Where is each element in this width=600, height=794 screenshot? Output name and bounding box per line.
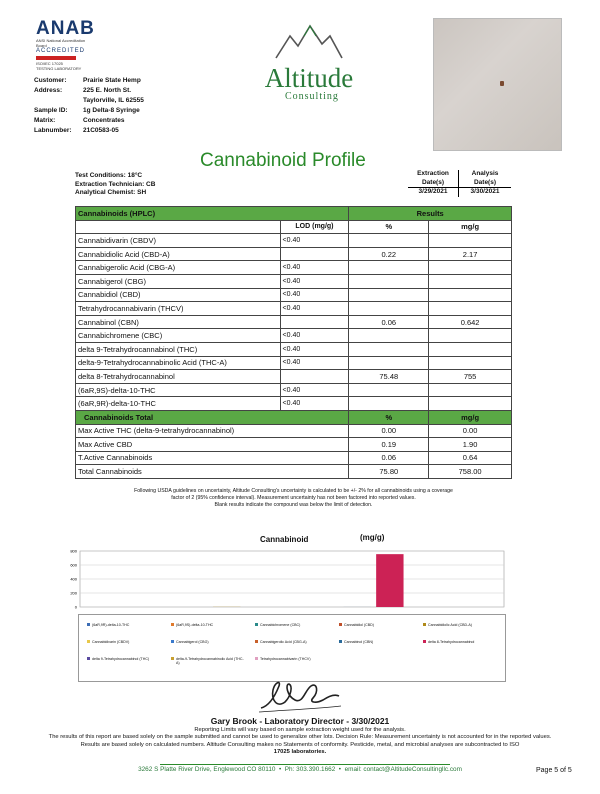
table-row — [76, 247, 512, 261]
cannabinoid-mg — [429, 356, 512, 370]
client-value: Taylorville, IL 62555 — [83, 97, 144, 104]
chart-unit: (mg/g) — [360, 533, 385, 542]
client-info — [34, 76, 144, 136]
cannabinoid-name: Cannabigerolic Acid (CBG-A) — [76, 261, 281, 275]
anab-logo — [36, 20, 96, 71]
cannabinoid-mg — [429, 397, 512, 411]
extraction-date: 3/29/2021 — [408, 188, 459, 197]
cannabinoid-lod: <0.40 — [280, 397, 349, 411]
table-row — [76, 315, 512, 329]
cannabinoid-mg — [429, 274, 512, 288]
cannabinoid-name: Cannabidiol (CBD) — [76, 288, 281, 302]
legend-item — [87, 640, 162, 644]
client-row — [34, 116, 144, 126]
legend-swatch — [171, 657, 174, 660]
anab-board: ANSI National Accreditation Board — [36, 38, 86, 48]
cannabinoid-name: delta 8-Tetrahydrocannabinol — [76, 370, 281, 384]
cannabinoid-pct: 0.06 — [349, 315, 429, 329]
total-mg: 1.90 — [429, 438, 512, 452]
legend-label: Cannabidivarin (CBDV) — [92, 640, 130, 644]
client-value: Concentrates — [83, 117, 125, 124]
cannabinoid-pct — [349, 234, 429, 248]
col-header-pct: % — [349, 220, 429, 234]
total-mg: 0.00 — [429, 424, 512, 438]
footer-note-line: The results of this report are based solely on the sample submitted and cannot be used to generalize other lots. Decision Rule: Measurement uncertainty is not accounted for in the reported values. — [48, 734, 552, 741]
cannabinoid-lod: <0.40 — [280, 274, 349, 288]
cannabinoid-mg — [429, 288, 512, 302]
signer-line: Gary Brook - Laboratory Director - 3/30/2021 — [210, 716, 390, 726]
cannabinoid-chart — [56, 545, 526, 611]
legend-swatch — [339, 623, 342, 626]
legend-item — [171, 640, 246, 644]
director-signature — [255, 676, 345, 716]
table-header-label: Cannabinoids (HPLC) — [76, 207, 349, 221]
cannabinoid-lod — [280, 247, 349, 261]
cannabinoid-name: delta-9-Tetrahydrocannabinolic Acid (THC-A) — [76, 356, 281, 370]
client-label — [34, 96, 83, 106]
totals-row — [76, 451, 512, 465]
table-row — [76, 288, 512, 302]
client-label: Customer: — [34, 77, 67, 84]
table-row — [76, 274, 512, 288]
footer-note-line: Results are based solely on calculated numbers. Altitude Consulting makes no Statements of conformity. Pesticide, metal, and microbial analyses are subcontracted to ISO — [80, 741, 520, 748]
legend-item — [255, 640, 330, 644]
legend-item — [171, 657, 246, 665]
cannabinoid-mg: 755 — [429, 370, 512, 384]
totals-row — [76, 465, 512, 479]
anab-logo-text: ANAB — [36, 18, 95, 39]
anab-lab: TESTING LABORATORY — [36, 66, 82, 71]
legend-label: delta-9-Tetrahydrocannabinolic Acid (THC-A) — [176, 657, 244, 665]
legend-label: Cannabinol (CBN) — [344, 640, 374, 644]
cannabinoid-lod: <0.40 — [280, 329, 349, 343]
mountain-icon — [274, 22, 344, 60]
client-row — [34, 96, 144, 106]
legend-label: Cannabidiolic Acid (CBD-A) — [428, 623, 472, 627]
cannabinoid-mg — [429, 383, 512, 397]
analysis-header: Analysis — [459, 170, 512, 179]
footer-rule — [160, 764, 450, 765]
footer-note-line: 17025 laboratories. — [273, 748, 327, 755]
extraction-header: Extraction — [417, 170, 449, 177]
legend-item — [87, 657, 162, 661]
total-pct: 0.00 — [349, 424, 429, 438]
cannabinoid-name: (6aR,9R)-delta-10-THC — [76, 397, 281, 411]
legend-swatch — [423, 623, 426, 626]
cannabinoid-lod: <0.40 — [280, 342, 349, 356]
cannabinoid-mg: 0.642 — [429, 315, 512, 329]
table-row — [76, 261, 512, 275]
cannabinoid-name: Cannabidivarin (CBDV) — [76, 234, 281, 248]
cannabinoid-mg — [429, 329, 512, 343]
cannabinoid-pct: 0.22 — [349, 247, 429, 261]
cannabinoid-pct — [349, 342, 429, 356]
results-table — [75, 206, 512, 479]
anab-standard: ISO/IEC 17025 — [36, 61, 63, 66]
chart-legend — [78, 614, 506, 682]
legend-swatch — [87, 623, 90, 626]
cannabinoid-name: Tetrahydrocannabivarin (THCV) — [76, 302, 281, 316]
table-header-results: Results — [349, 207, 512, 221]
y-tick-label: 800 — [70, 548, 77, 554]
analysis-date: 3/30/2021 — [459, 188, 512, 197]
table-row — [76, 383, 512, 397]
cannabinoid-mg — [429, 342, 512, 356]
y-tick-label: 200 — [70, 590, 77, 596]
totals-header — [76, 410, 512, 424]
footer-note-line: Reporting Limits will vary based on sample extraction weight used for the analysis. — [194, 727, 406, 733]
legend-label: Cannabigerol (CBG) — [176, 640, 209, 644]
cannabinoid-pct — [349, 274, 429, 288]
client-value: 225 E. North St. — [83, 87, 132, 94]
note-line: factor of 2 (95% confidence interval). Measurement uncertainty has not been factored into reported values. — [171, 495, 416, 501]
legend-swatch — [255, 640, 258, 643]
page-title: Cannabinoid Profile — [200, 150, 366, 171]
legend-item — [171, 623, 246, 627]
client-label: Labnumber: — [34, 127, 72, 134]
legend-label: Cannabidiol (CBD) — [344, 623, 374, 627]
totals-header-pct: % — [349, 410, 429, 424]
totals-row — [76, 424, 512, 438]
table-row — [76, 397, 512, 411]
analysis-header-sub: Date(s) — [459, 179, 512, 188]
dates-table — [408, 170, 511, 197]
altitude-logo — [245, 22, 373, 102]
client-row — [34, 106, 144, 116]
cannabinoid-lod: <0.40 — [280, 383, 349, 397]
total-name: Max Active CBD — [76, 438, 349, 452]
cannabinoid-pct — [349, 302, 429, 316]
cannabinoid-lod: <0.40 — [280, 288, 349, 302]
cannabinoid-name: delta 9-Tetrahydrocannabinol (THC) — [76, 342, 281, 356]
legend-item — [255, 657, 330, 661]
cannabinoid-lod: <0.40 — [280, 356, 349, 370]
cannabinoid-pct — [349, 397, 429, 411]
table-row — [76, 370, 512, 384]
total-mg: 758.00 — [429, 465, 512, 479]
legend-swatch — [87, 640, 90, 643]
legend-label: delta 8-Tetrahydrocannabinol — [428, 640, 475, 644]
logo-sub: Consulting — [285, 91, 339, 102]
total-name: Total Cannabinoids — [76, 465, 349, 479]
bar-10 — [376, 554, 403, 607]
legend-item — [423, 623, 498, 627]
table-row — [76, 234, 512, 248]
total-pct: 0.06 — [349, 451, 429, 465]
footer-notes — [30, 727, 570, 756]
legend-item — [255, 623, 330, 627]
col-header-mg: mg/g — [429, 220, 512, 234]
y-tick-label: 0 — [74, 604, 77, 610]
legend-label: Cannabigerolic Acid (CBG-A) — [260, 640, 307, 644]
total-name: Max Active THC (delta-9-tetrahydrocannabinol) — [76, 424, 349, 438]
legend-label: (6aR,9S)-delta-10-THC — [176, 623, 214, 627]
legend-item — [339, 640, 414, 644]
client-label: Address: — [34, 87, 63, 94]
footer-phone: Ph: 303.390.1662 — [284, 766, 336, 773]
legend-swatch — [255, 657, 258, 660]
uncertainty-note — [75, 488, 512, 509]
legend-swatch — [87, 657, 90, 660]
cannabinoid-pct — [349, 356, 429, 370]
col-header-empty — [76, 220, 281, 234]
cannabinoid-name: Cannabinol (CBN) — [76, 315, 281, 329]
page-number: Page 5 of 5 — [536, 767, 572, 774]
cannabinoid-lod — [280, 315, 349, 329]
totals-header-mg: mg/g — [429, 410, 512, 424]
table-row — [76, 356, 512, 370]
cannabinoid-lod: <0.40 — [280, 261, 349, 275]
client-value: 21C0583-05 — [83, 127, 119, 134]
cannabinoid-mg: 2.17 — [429, 247, 512, 261]
totals-header-label: Cannabinoids Total — [76, 410, 349, 424]
sample-photo — [433, 18, 562, 151]
totals-row — [76, 438, 512, 452]
legend-label: delta 9-Tetrahydrocannabinol (THC) — [92, 657, 150, 661]
client-label: Matrix: — [34, 117, 56, 124]
legend-swatch — [171, 640, 174, 643]
client-value: 1g Delta-8 Syringe — [83, 107, 140, 114]
col-header-lod: LOD (mg/g) — [280, 220, 349, 234]
note-line: Blank results indicate the compound was below the limit of detection. — [214, 502, 373, 508]
cannabinoid-mg — [429, 302, 512, 316]
table-row — [76, 302, 512, 316]
client-row — [34, 86, 144, 96]
total-pct: 0.19 — [349, 438, 429, 452]
cannabinoid-name: Cannabidiolic Acid (CBD-A) — [76, 247, 281, 261]
total-mg: 0.64 — [429, 451, 512, 465]
extraction-header-sub: Date(s) — [421, 178, 445, 186]
y-tick-label: 600 — [70, 562, 77, 568]
legend-label: Tetrahydrocannabivarin (THCV) — [260, 657, 311, 661]
legend-item — [87, 623, 162, 627]
sample-spot — [500, 81, 504, 86]
cannabinoid-pct — [349, 329, 429, 343]
note-line: Following USDA guidelines on uncertainty, Altitude Consulting's uncertainty is calculated to be +/- 2% for all cannabinoids using a coverage — [134, 488, 453, 494]
logo-name: Altitude — [264, 63, 354, 93]
cannabinoid-lod — [280, 370, 349, 384]
total-name: T.Active Cannabinoids — [76, 451, 349, 465]
legend-item — [339, 623, 414, 627]
table-row — [76, 329, 512, 343]
cannabinoid-name: (6aR,9S)-delta-10-THC — [76, 383, 281, 397]
test-conditions — [75, 172, 155, 198]
condition-temp: Test Conditions: 18°C — [75, 172, 143, 179]
condition-chemist: Analytical Chemist: SH — [75, 189, 147, 196]
legend-swatch — [423, 640, 426, 643]
total-pct: 75.80 — [349, 465, 429, 479]
legend-swatch — [255, 623, 258, 626]
legend-swatch — [339, 640, 342, 643]
legend-label: Cannabichromene (CBC) — [260, 623, 301, 627]
footer-email[interactable]: email: contact@AltitudeConsultingllc.com — [344, 766, 462, 773]
client-value: Prairie State Hemp — [83, 77, 141, 84]
cannabinoid-mg — [429, 261, 512, 275]
condition-technician: Extraction Technician: CB — [75, 180, 156, 188]
client-row — [34, 76, 144, 86]
cannabinoid-pct — [349, 383, 429, 397]
footer-contact: 3262 S Platte River Drive, Englewood CO 80110 • Ph: 303.390.1662 • email: contact@AltitudeConsultingllc.com — [138, 766, 462, 773]
anab-bar — [36, 56, 76, 60]
legend-label: (6aR,9R)-delta-10-THC — [92, 623, 130, 627]
client-label: Sample ID: — [34, 107, 68, 114]
cannabinoid-pct — [349, 288, 429, 302]
legend-item — [423, 640, 498, 644]
cannabinoid-lod: <0.40 — [280, 234, 349, 248]
anab-accredited: ACCREDITED — [36, 48, 86, 54]
cannabinoid-mg — [429, 234, 512, 248]
cannabinoid-lod: <0.40 — [280, 302, 349, 316]
cannabinoid-pct: 75.48 — [349, 370, 429, 384]
client-row — [34, 126, 144, 136]
chart-title: Cannabinoid — [260, 535, 309, 544]
cannabinoid-name: Cannabichromene (CBC) — [76, 329, 281, 343]
y-tick-label: 400 — [70, 576, 77, 582]
legend-swatch — [171, 623, 174, 626]
cannabinoid-pct — [349, 261, 429, 275]
footer-address: 3262 S Platte River Drive, Englewood CO 80110 — [138, 766, 276, 773]
table-row — [76, 342, 512, 356]
cannabinoid-name: Cannabigerol (CBG) — [76, 274, 281, 288]
